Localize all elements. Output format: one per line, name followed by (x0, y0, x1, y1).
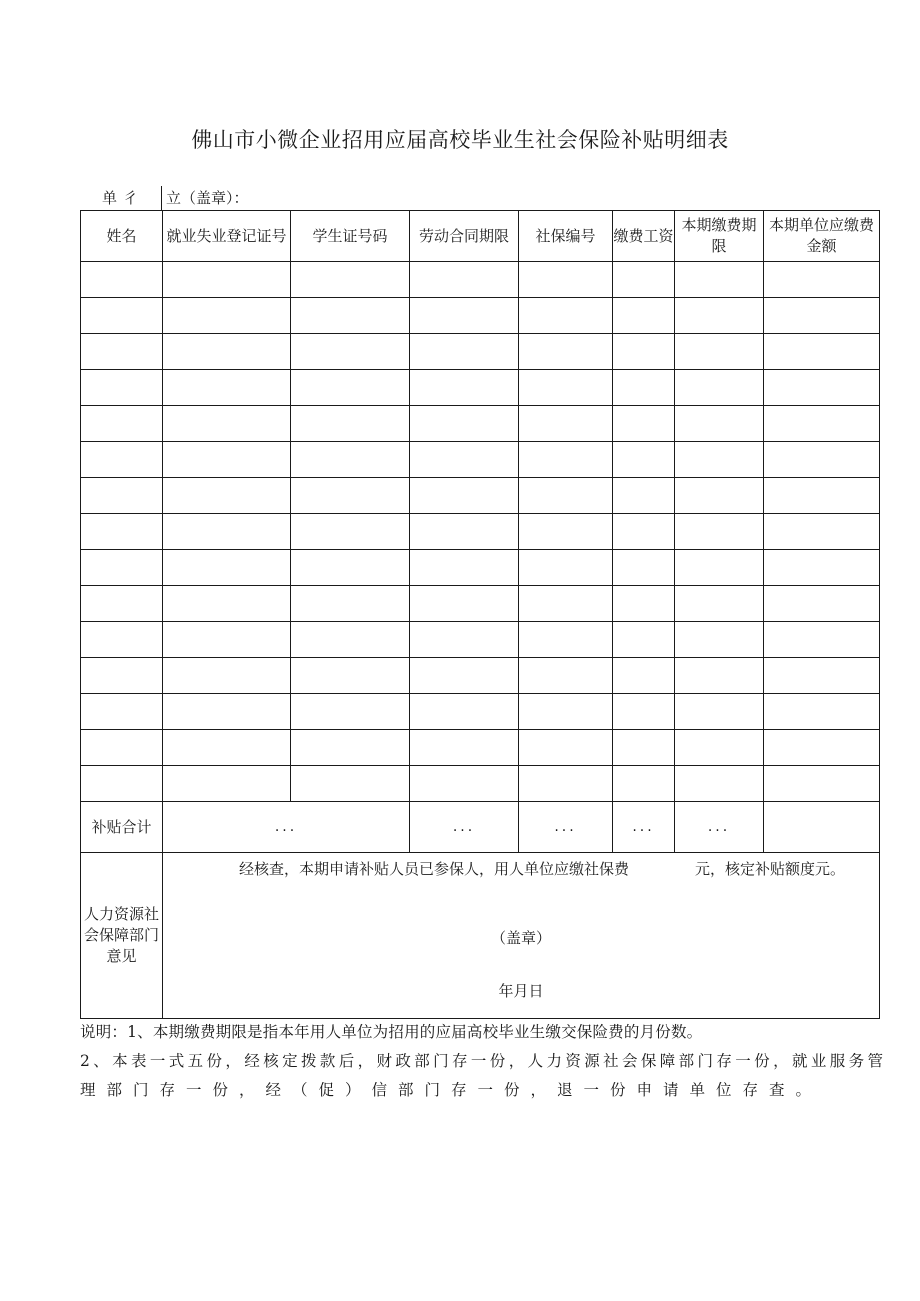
subsidy-detail-table (80, 210, 880, 1019)
table-cell[interactable] (291, 370, 410, 406)
table-cell[interactable] (291, 586, 410, 622)
date-label: 年月日 (498, 982, 544, 1000)
table-cell[interactable] (163, 406, 291, 442)
table-cell[interactable] (291, 550, 410, 586)
table-cell[interactable] (163, 442, 291, 478)
table-cell[interactable] (410, 298, 519, 334)
table-cell[interactable] (519, 478, 613, 514)
table-cell[interactable] (163, 694, 291, 730)
table-cell[interactable] (675, 406, 764, 442)
table-cell[interactable] (410, 658, 519, 694)
table-cell[interactable] (291, 658, 410, 694)
table-cell[interactable] (291, 514, 410, 550)
table-cell[interactable] (764, 586, 880, 622)
total-label: 补贴合计 (81, 802, 163, 853)
table-cell[interactable] (519, 586, 613, 622)
table-cell[interactable] (163, 298, 291, 334)
table-cell[interactable] (410, 586, 519, 622)
table-cell[interactable] (764, 298, 880, 334)
table-cell[interactable] (613, 442, 675, 478)
table-cell[interactable] (675, 658, 764, 694)
notes (80, 1018, 883, 1105)
table-cell[interactable] (675, 694, 764, 730)
table-cell[interactable] (291, 298, 410, 334)
table-cell[interactable] (519, 730, 613, 766)
table-cell[interactable] (764, 550, 880, 586)
table-cell[interactable] (675, 262, 764, 298)
note-line-1: 说明：1、本期缴费期限是指本年用人单位为招用的应届高校毕业生缴交保险费的月份数。 (80, 1023, 703, 1041)
table-cell[interactable] (519, 334, 613, 370)
table-cell[interactable] (291, 334, 410, 370)
table-cell[interactable] (519, 550, 613, 586)
header-contract-term: 劳动合同期限 (410, 211, 519, 262)
table-cell[interactable] (81, 262, 163, 298)
table-cell[interactable] (410, 370, 519, 406)
table-cell[interactable] (163, 658, 291, 694)
table-cell[interactable] (613, 766, 675, 802)
table-cell[interactable] (519, 622, 613, 658)
table-row (81, 514, 880, 550)
table-cell[interactable] (163, 478, 291, 514)
table-cell[interactable] (764, 406, 880, 442)
table-cell[interactable] (410, 622, 519, 658)
header-registration-no: 就业失业登记证号 (163, 211, 291, 262)
table-cell[interactable] (519, 298, 613, 334)
total-cell[interactable]: ... (163, 802, 410, 853)
table-cell[interactable] (163, 622, 291, 658)
table-cell[interactable] (81, 370, 163, 406)
table-cell[interactable] (764, 694, 880, 730)
table-cell[interactable] (764, 766, 880, 802)
table-cell[interactable] (764, 370, 880, 406)
table-cell[interactable] (764, 442, 880, 478)
table-cell[interactable] (675, 298, 764, 334)
table-row (81, 586, 880, 622)
table-cell[interactable] (675, 442, 764, 478)
table-cell[interactable] (764, 334, 880, 370)
table-cell[interactable] (291, 478, 410, 514)
table-cell[interactable] (81, 622, 163, 658)
table-cell[interactable] (675, 478, 764, 514)
table-row (81, 334, 880, 370)
table-cell[interactable] (519, 766, 613, 802)
table-row (81, 478, 880, 514)
table-cell[interactable] (613, 514, 675, 550)
table-cell[interactable] (81, 334, 163, 370)
table-cell[interactable] (675, 514, 764, 550)
total-row (81, 802, 880, 853)
table-cell[interactable] (291, 730, 410, 766)
table-row (81, 622, 880, 658)
table-cell[interactable] (81, 550, 163, 586)
table-cell[interactable] (519, 442, 613, 478)
table-cell[interactable] (81, 442, 163, 478)
table-cell[interactable] (613, 478, 675, 514)
opinion-text-part2: 元，核定补贴额度元。 (695, 860, 846, 878)
table-cell[interactable] (613, 298, 675, 334)
opinion-row (81, 853, 880, 1019)
header-name: 姓名 (81, 211, 163, 262)
header-payment-period: 本期缴费期限 (675, 211, 764, 262)
total-cell[interactable]: ... (519, 802, 613, 853)
table-cell[interactable] (81, 514, 163, 550)
table-cell[interactable] (764, 262, 880, 298)
table-cell[interactable] (81, 694, 163, 730)
seal-label: （盖章） (490, 929, 551, 947)
opinion-text-line (167, 855, 875, 884)
table-cell[interactable] (163, 766, 291, 802)
table-body (81, 262, 880, 1019)
table-cell[interactable] (675, 766, 764, 802)
total-cell[interactable] (764, 802, 880, 853)
table-cell[interactable] (410, 730, 519, 766)
header-social-security-no: 社保编号 (519, 211, 613, 262)
table-cell[interactable] (613, 262, 675, 298)
table-row (81, 730, 880, 766)
header-student-id: 学生证号码 (291, 211, 410, 262)
table-cell[interactable] (163, 370, 291, 406)
table-cell[interactable] (291, 694, 410, 730)
table-cell[interactable] (675, 550, 764, 586)
table-cell[interactable] (163, 334, 291, 370)
table-row (81, 550, 880, 586)
table-cell[interactable] (163, 550, 291, 586)
table-cell[interactable] (410, 478, 519, 514)
table-cell[interactable] (675, 370, 764, 406)
table-row (81, 406, 880, 442)
table-cell[interactable] (163, 514, 291, 550)
table-cell[interactable] (764, 514, 880, 550)
table-cell[interactable] (81, 478, 163, 514)
table-cell[interactable] (410, 694, 519, 730)
table-cell[interactable] (613, 586, 675, 622)
unit-label-left: 单彳 (102, 189, 145, 207)
table-cell[interactable] (764, 622, 880, 658)
table-cell[interactable] (81, 298, 163, 334)
table-cell[interactable] (613, 694, 675, 730)
table-cell[interactable] (613, 550, 675, 586)
table-cell[interactable] (675, 334, 764, 370)
header-contribution-wage: 缴费工资 (613, 211, 675, 262)
table-cell[interactable] (613, 334, 675, 370)
total-cell[interactable]: ... (613, 802, 675, 853)
table-cell[interactable] (410, 334, 519, 370)
table-cell[interactable] (613, 622, 675, 658)
document-title: 佛山市小微企业招用应届高校毕业生社会保险补贴明细表 (191, 128, 729, 152)
unit-label-right: 立（盖章）： (166, 189, 249, 207)
table-cell[interactable] (291, 766, 410, 802)
table-cell[interactable] (81, 766, 163, 802)
table-cell[interactable] (81, 658, 163, 694)
table-cell[interactable] (613, 658, 675, 694)
table-cell[interactable] (675, 586, 764, 622)
note-line-3: 理部门存一份，经（促）信部门存一份，退一份申请单位存查。 (80, 1081, 823, 1099)
table-cell[interactable] (291, 622, 410, 658)
table-cell[interactable] (519, 370, 613, 406)
table-cell[interactable] (81, 730, 163, 766)
table-row (81, 370, 880, 406)
table-cell[interactable] (163, 586, 291, 622)
table-cell[interactable] (519, 658, 613, 694)
table-cell[interactable] (519, 262, 613, 298)
table-cell[interactable] (675, 622, 764, 658)
table-cell[interactable] (81, 586, 163, 622)
table-cell[interactable] (519, 514, 613, 550)
table-cell[interactable] (519, 694, 613, 730)
total-cell[interactable]: ... (675, 802, 764, 853)
table-cell[interactable] (81, 406, 163, 442)
table-cell[interactable] (519, 406, 613, 442)
table-cell[interactable] (163, 262, 291, 298)
table-row (81, 298, 880, 334)
table-row (81, 442, 880, 478)
table-cell[interactable] (613, 406, 675, 442)
opinion-text-part1: 经核查，本期申请补贴人员已参保人，用人单位应缴社保费 (238, 860, 629, 878)
table-cell[interactable] (675, 730, 764, 766)
unit-divider (161, 186, 162, 211)
table-cell[interactable] (410, 550, 519, 586)
table-row (81, 766, 880, 802)
table-cell[interactable] (410, 442, 519, 478)
table-cell[interactable] (291, 262, 410, 298)
table-cell[interactable] (410, 406, 519, 442)
table-cell[interactable] (764, 478, 880, 514)
table-cell[interactable] (410, 514, 519, 550)
table-cell[interactable] (291, 406, 410, 442)
table-cell[interactable] (613, 370, 675, 406)
table-row (81, 262, 880, 298)
table-cell[interactable] (764, 658, 880, 694)
opinion-label: 人力资源社会保障部门意见 (81, 853, 163, 1019)
opinion-text (167, 855, 875, 884)
header-payable-amount: 本期单位应缴费金额 (764, 211, 880, 262)
table-row (81, 658, 880, 694)
table-cell[interactable] (613, 730, 675, 766)
table-row (81, 694, 880, 730)
total-cell[interactable]: ... (410, 802, 519, 853)
opinion-cell (163, 853, 880, 1019)
table-cell[interactable] (291, 442, 410, 478)
note-line-2: 2、本表一式五份，经核定拨款后，财政部门存一份，人力资源社会保障部门存一份，就业服务管 (80, 1052, 883, 1070)
table-cell[interactable] (410, 262, 519, 298)
table-cell[interactable] (410, 766, 519, 802)
table-cell[interactable] (163, 730, 291, 766)
table-header-row (81, 211, 880, 262)
table-cell[interactable] (764, 730, 880, 766)
